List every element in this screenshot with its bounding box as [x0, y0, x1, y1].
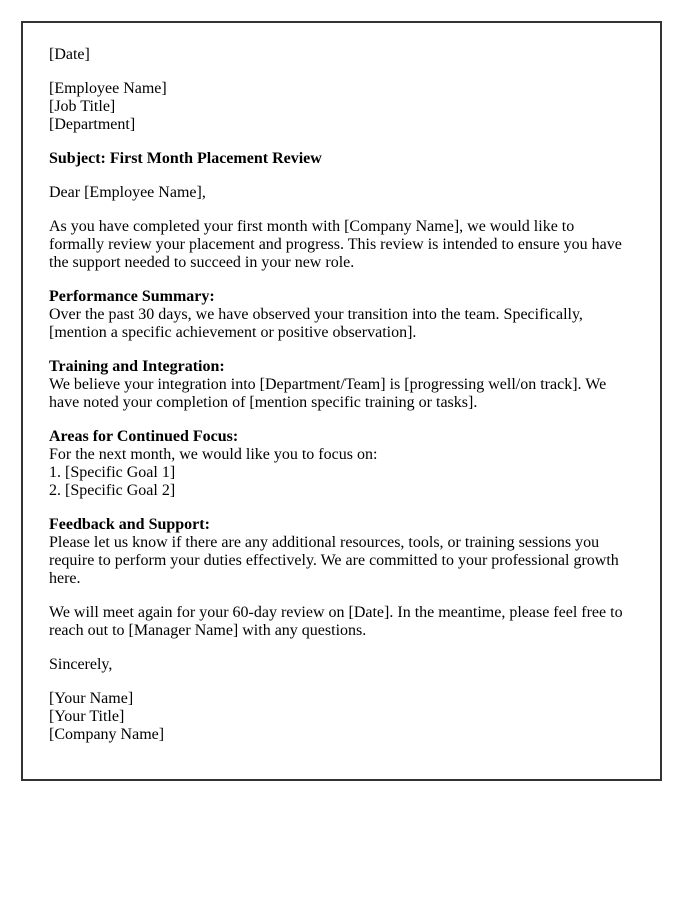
performance-summary-line-1: Over the past 30 days, we have observed your transition into the team. Specifically,: [49, 306, 583, 323]
areas-focus-intro: For the next month, we would like you to focus on:: [49, 446, 378, 463]
goal-item-1: 1. [Specific Goal 1]: [49, 464, 176, 481]
feedback-support-heading: Feedback and Support:: [49, 516, 210, 533]
training-integration-section: [49, 358, 634, 412]
signature-title: [Your Title]: [49, 708, 125, 725]
feedback-support-line-1: Please let us know if there are any additional resources, tools, or training sessions you: [49, 534, 600, 551]
intro-line-1: As you have completed your first month with [Company Name], we would like to: [49, 218, 575, 235]
signature-block: [49, 690, 634, 744]
intro-line-2: formally review your placement and progress. This review is intended to ensure you have: [49, 236, 622, 253]
training-integration-heading: Training and Integration:: [49, 358, 225, 375]
recipient-name: [Employee Name]: [49, 80, 167, 97]
salutation: Dear [Employee Name],: [49, 184, 206, 201]
closing: Sincerely,: [49, 656, 113, 673]
signature-name: [Your Name]: [49, 690, 134, 707]
areas-focus-section: [49, 428, 634, 500]
date-placeholder: [Date]: [49, 46, 90, 63]
feedback-support-line-3: here.: [49, 570, 81, 587]
signature-company: [Company Name]: [49, 726, 165, 743]
performance-summary-section: [49, 288, 634, 342]
subject-line: Subject: First Month Placement Review: [49, 150, 322, 167]
recipient-job-title: [Job Title]: [49, 98, 116, 115]
recipient-department: [Department]: [49, 116, 136, 133]
performance-summary-line-2: [mention a specific achievement or positive observation].: [49, 324, 417, 341]
feedback-support-section: [49, 516, 634, 588]
feedback-support-line-2: require to perform your duties effectively. We are committed to your professional growth: [49, 552, 619, 569]
recipient-block: [49, 80, 634, 134]
salutation-block: [49, 184, 634, 202]
date-block: [49, 46, 634, 64]
intro-paragraph: [49, 218, 634, 272]
intro-line-3: the support needed to succeed in your new role.: [49, 254, 355, 271]
subject-block: [49, 150, 634, 168]
followup-line-1: We will meet again for your 60-day review on [Date]. In the meantime, please feel free to: [49, 604, 623, 621]
training-integration-line-1: We believe your integration into [Department/Team] is [progressing well/on track]. We: [49, 376, 607, 393]
areas-focus-heading: Areas for Continued Focus:: [49, 428, 239, 445]
letter-page: [21, 21, 662, 781]
performance-summary-heading: Performance Summary:: [49, 288, 215, 305]
followup-paragraph: [49, 604, 634, 640]
training-integration-line-2: have noted your completion of [mention specific training or tasks].: [49, 394, 478, 411]
goal-item-2: 2. [Specific Goal 2]: [49, 482, 176, 499]
closing-block: [49, 656, 634, 674]
followup-line-2: reach out to [Manager Name] with any questions.: [49, 622, 367, 639]
